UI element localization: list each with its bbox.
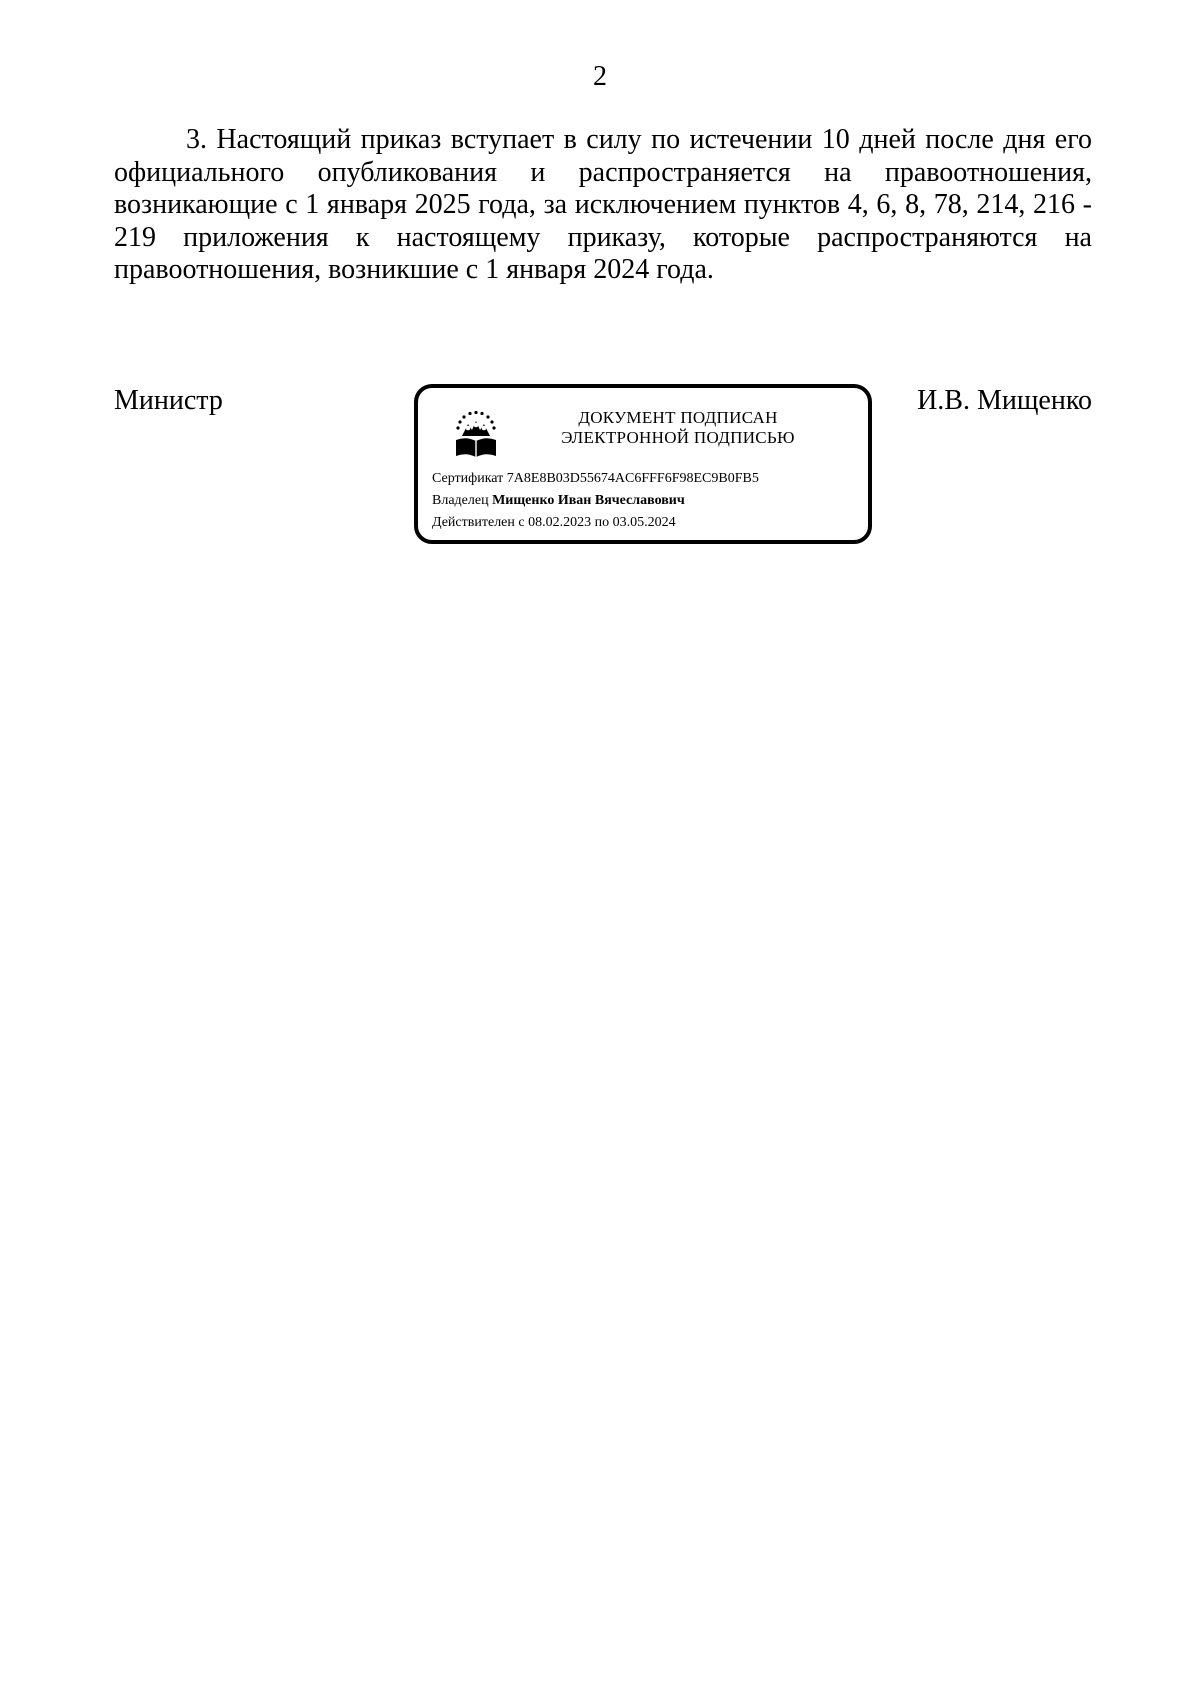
stamp-heading-line1: ДОКУМЕНТ ПОДПИСАН [578,408,778,427]
stamp-owner [432,492,685,510]
regional-coat-of-arms-icon [448,406,504,462]
stamp-certificate [432,470,759,488]
stamp-valid-from: 08.02.2023 [528,515,592,530]
page-number: 2 [593,61,607,92]
electronic-signature-stamp [414,384,872,544]
order-paragraph: 3. Настоящий приказ вступает в силу по истечении 10 дней после дня его официального опубликования и распространяется на правоотношения, возникающие с 1 января 2025 года, за исключением пунктов 4, 6, 8, 78, 214, 216 - 219 приложения к настоящему приказу, которые распространяются на правоотношения, возникшие с 1 января 2024 года. [114,124,1092,285]
stamp-heading [528,408,828,448]
stamp-owner-value: Мищенко Иван Вячеславович [492,493,685,508]
stamp-valid-to-label: по [594,515,610,530]
stamp-valid-from-label: Действителен с [432,515,525,530]
stamp-certificate-label: Сертификат [432,471,504,486]
stamp-certificate-value: 7A8E8B03D55674AC6FFF6F98EC9B0FB5 [506,471,759,486]
stamp-heading-line2: ЭЛЕКТРОННОЙ ПОДПИСЬЮ [561,428,795,447]
stamp-valid-to: 03.05.2024 [612,515,676,530]
stamp-validity [432,514,676,532]
signatory-position: Министр [114,385,223,416]
stamp-owner-label: Владелец [432,493,489,508]
signatory-name: И.В. Мищенко [917,385,1092,416]
